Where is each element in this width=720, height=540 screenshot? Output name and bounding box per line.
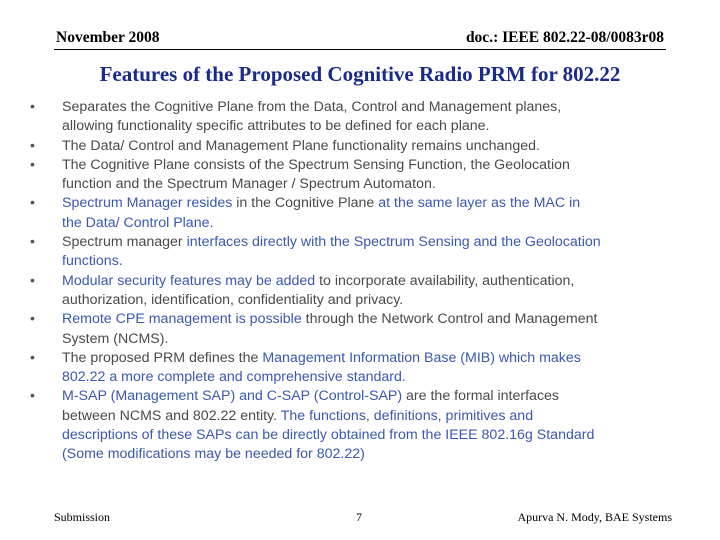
bullet-text-highlight: Spectrum Manager resides (62, 195, 233, 212)
bullet-text-highlight: descriptions of these SAPs can be directly obtained from the IEEE 802.16g Standard (62, 427, 595, 444)
footer-author: Apurva N. Mody, BAE Systems (517, 510, 672, 524)
header-doc-id: doc.: IEEE 802.22-08/0083r08 (465, 29, 664, 46)
bullet-text: The Cognitive Plane consists of the Spectrum Sensing Function, the Geolocation (62, 156, 570, 173)
bullet-text-highlight: functions. (62, 253, 123, 270)
bullet-text: authorization, identification, confidentiality and privacy. (62, 291, 404, 308)
bullet-text: The Data/ Control and Management Plane functionality remains unchanged. (62, 137, 540, 154)
bullet-text-highlight: the Data/ Control Plane. (62, 214, 214, 231)
bullet-item (30, 156, 682, 195)
bullet-item (30, 233, 682, 272)
bullet-icon: • (30, 195, 35, 212)
bullet-list (30, 98, 682, 465)
bullet-text: Spectrum manager (62, 234, 187, 251)
bullet-icon: • (30, 311, 35, 328)
footer-page-number: 7 (356, 510, 362, 524)
bullet-item (30, 98, 682, 137)
bullet-item (30, 310, 682, 349)
bullet-item (30, 272, 682, 311)
bullet-text-highlight: interfaces directly with the Spectrum Sensing and the Geolocation (186, 234, 601, 251)
bullet-icon: • (30, 137, 35, 154)
bullet-text-highlight: Management Information Base (MIB) which makes (262, 349, 581, 366)
header-date: November 2008 (56, 29, 160, 46)
bullet-text: function and the Spectrum Manager / Spectrum Automaton. (62, 176, 436, 193)
bullet-text-highlight: 802.22 a more complete and comprehensive standard. (62, 369, 406, 386)
bullet-text-highlight: M-SAP (Management SAP) and C-SAP (Control-SAP) (62, 388, 407, 405)
bullet-icon: • (30, 349, 35, 366)
bullet-text: through the Network Control and Management (301, 311, 598, 328)
bullet-icon: • (30, 234, 35, 251)
bullet-item (30, 349, 682, 388)
bullet-text: are the formal interfaces (406, 388, 560, 405)
bullet-text: Separates the Cognitive Plane from the Data, Control and Management planes, (62, 99, 562, 115)
bullet-text: The proposed PRM defines the (62, 349, 263, 366)
bullet-icon: • (30, 272, 35, 289)
bullet-text-highlight: Remote CPE management is possible (62, 311, 302, 328)
bullet-item (30, 137, 682, 156)
bullet-text: in the Cognitive Plane (232, 195, 379, 212)
bullet-text-highlight: (Some modifications may be needed for 802.22) (62, 446, 365, 463)
bullet-icon: • (30, 99, 35, 115)
bullet-text-highlight: The functions, definitions, primitives and (280, 407, 534, 424)
footer-submission: Submission (54, 510, 111, 524)
header-rule (54, 49, 666, 50)
bullet-icon: • (30, 156, 35, 173)
bullet-text-highlight: Modular security features may be added (62, 272, 316, 289)
bullet-item (30, 194, 682, 233)
slide-title: Features of the Proposed Cognitive Radio PRM for 802.22 (99, 62, 621, 86)
bullet-text-highlight: at the same layer as the MAC in (378, 195, 581, 212)
bullet-text: to incorporate availability, authentication, (315, 272, 575, 289)
bullet-text: allowing functionality specific attributes to be defined for each plane. (62, 118, 490, 135)
bullet-item (30, 387, 682, 464)
bullet-text: between NCMS and 802.22 entity. (62, 407, 281, 424)
bullet-text: System (NCMS). (62, 330, 169, 347)
bullet-icon: • (30, 388, 35, 405)
